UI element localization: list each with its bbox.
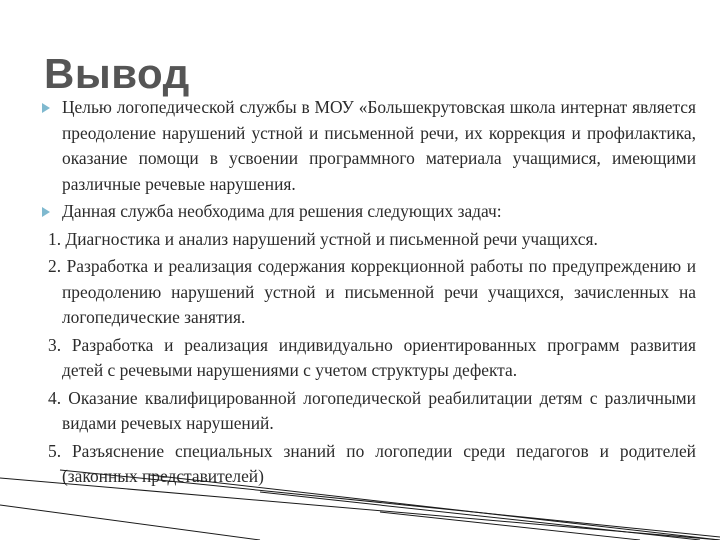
task-item-3: 3. Разработка и реализация индивидуально ориентированных программ развития детей с речевыми нарушениями с учетом структуры дефекта. — [48, 334, 696, 380]
bullet-paragraph-tasks — [40, 199, 696, 225]
bullet-paragraph-goal — [40, 95, 696, 197]
task-item-2: 2. Разработка и реализация содержания коррекционной работы по предупреждению и преодолению нарушений устной и письменной речи учащихся, зачисленных на логопедические занятия. — [48, 256, 696, 327]
decor-line — [260, 492, 700, 540]
bullet-text: Целью логопедической службы в МОУ «Большекрутовская школа интернат является преодоление нарушений устной и письменной речи, их коррекция и профилактика, оказание помощи в усвоении программного материала учащимися, имеющими различные речевые нарушения. — [62, 97, 696, 194]
bullet-arrow-icon — [42, 207, 50, 217]
task-item-1: 1. Диагностика и анализ нарушений устной и письменной речи учащихся. — [48, 228, 598, 249]
bullet-text: Данная служба необходима для решения следующих задач: — [62, 201, 502, 221]
task-item-5: 5. Разъяснение специальных знаний по логопедии среди педагогов и родителей (законных представителей) — [48, 440, 696, 486]
bullet-arrow-icon — [42, 103, 50, 113]
task-item-4: 4. Оказание квалифицированной логопедической реабилитации детям с различными видами речевых нарушений. — [48, 387, 696, 433]
slide-title: Вывод — [44, 50, 190, 97]
decor-line — [380, 512, 640, 540]
slide-body — [40, 95, 696, 490]
decor-line — [0, 505, 260, 540]
